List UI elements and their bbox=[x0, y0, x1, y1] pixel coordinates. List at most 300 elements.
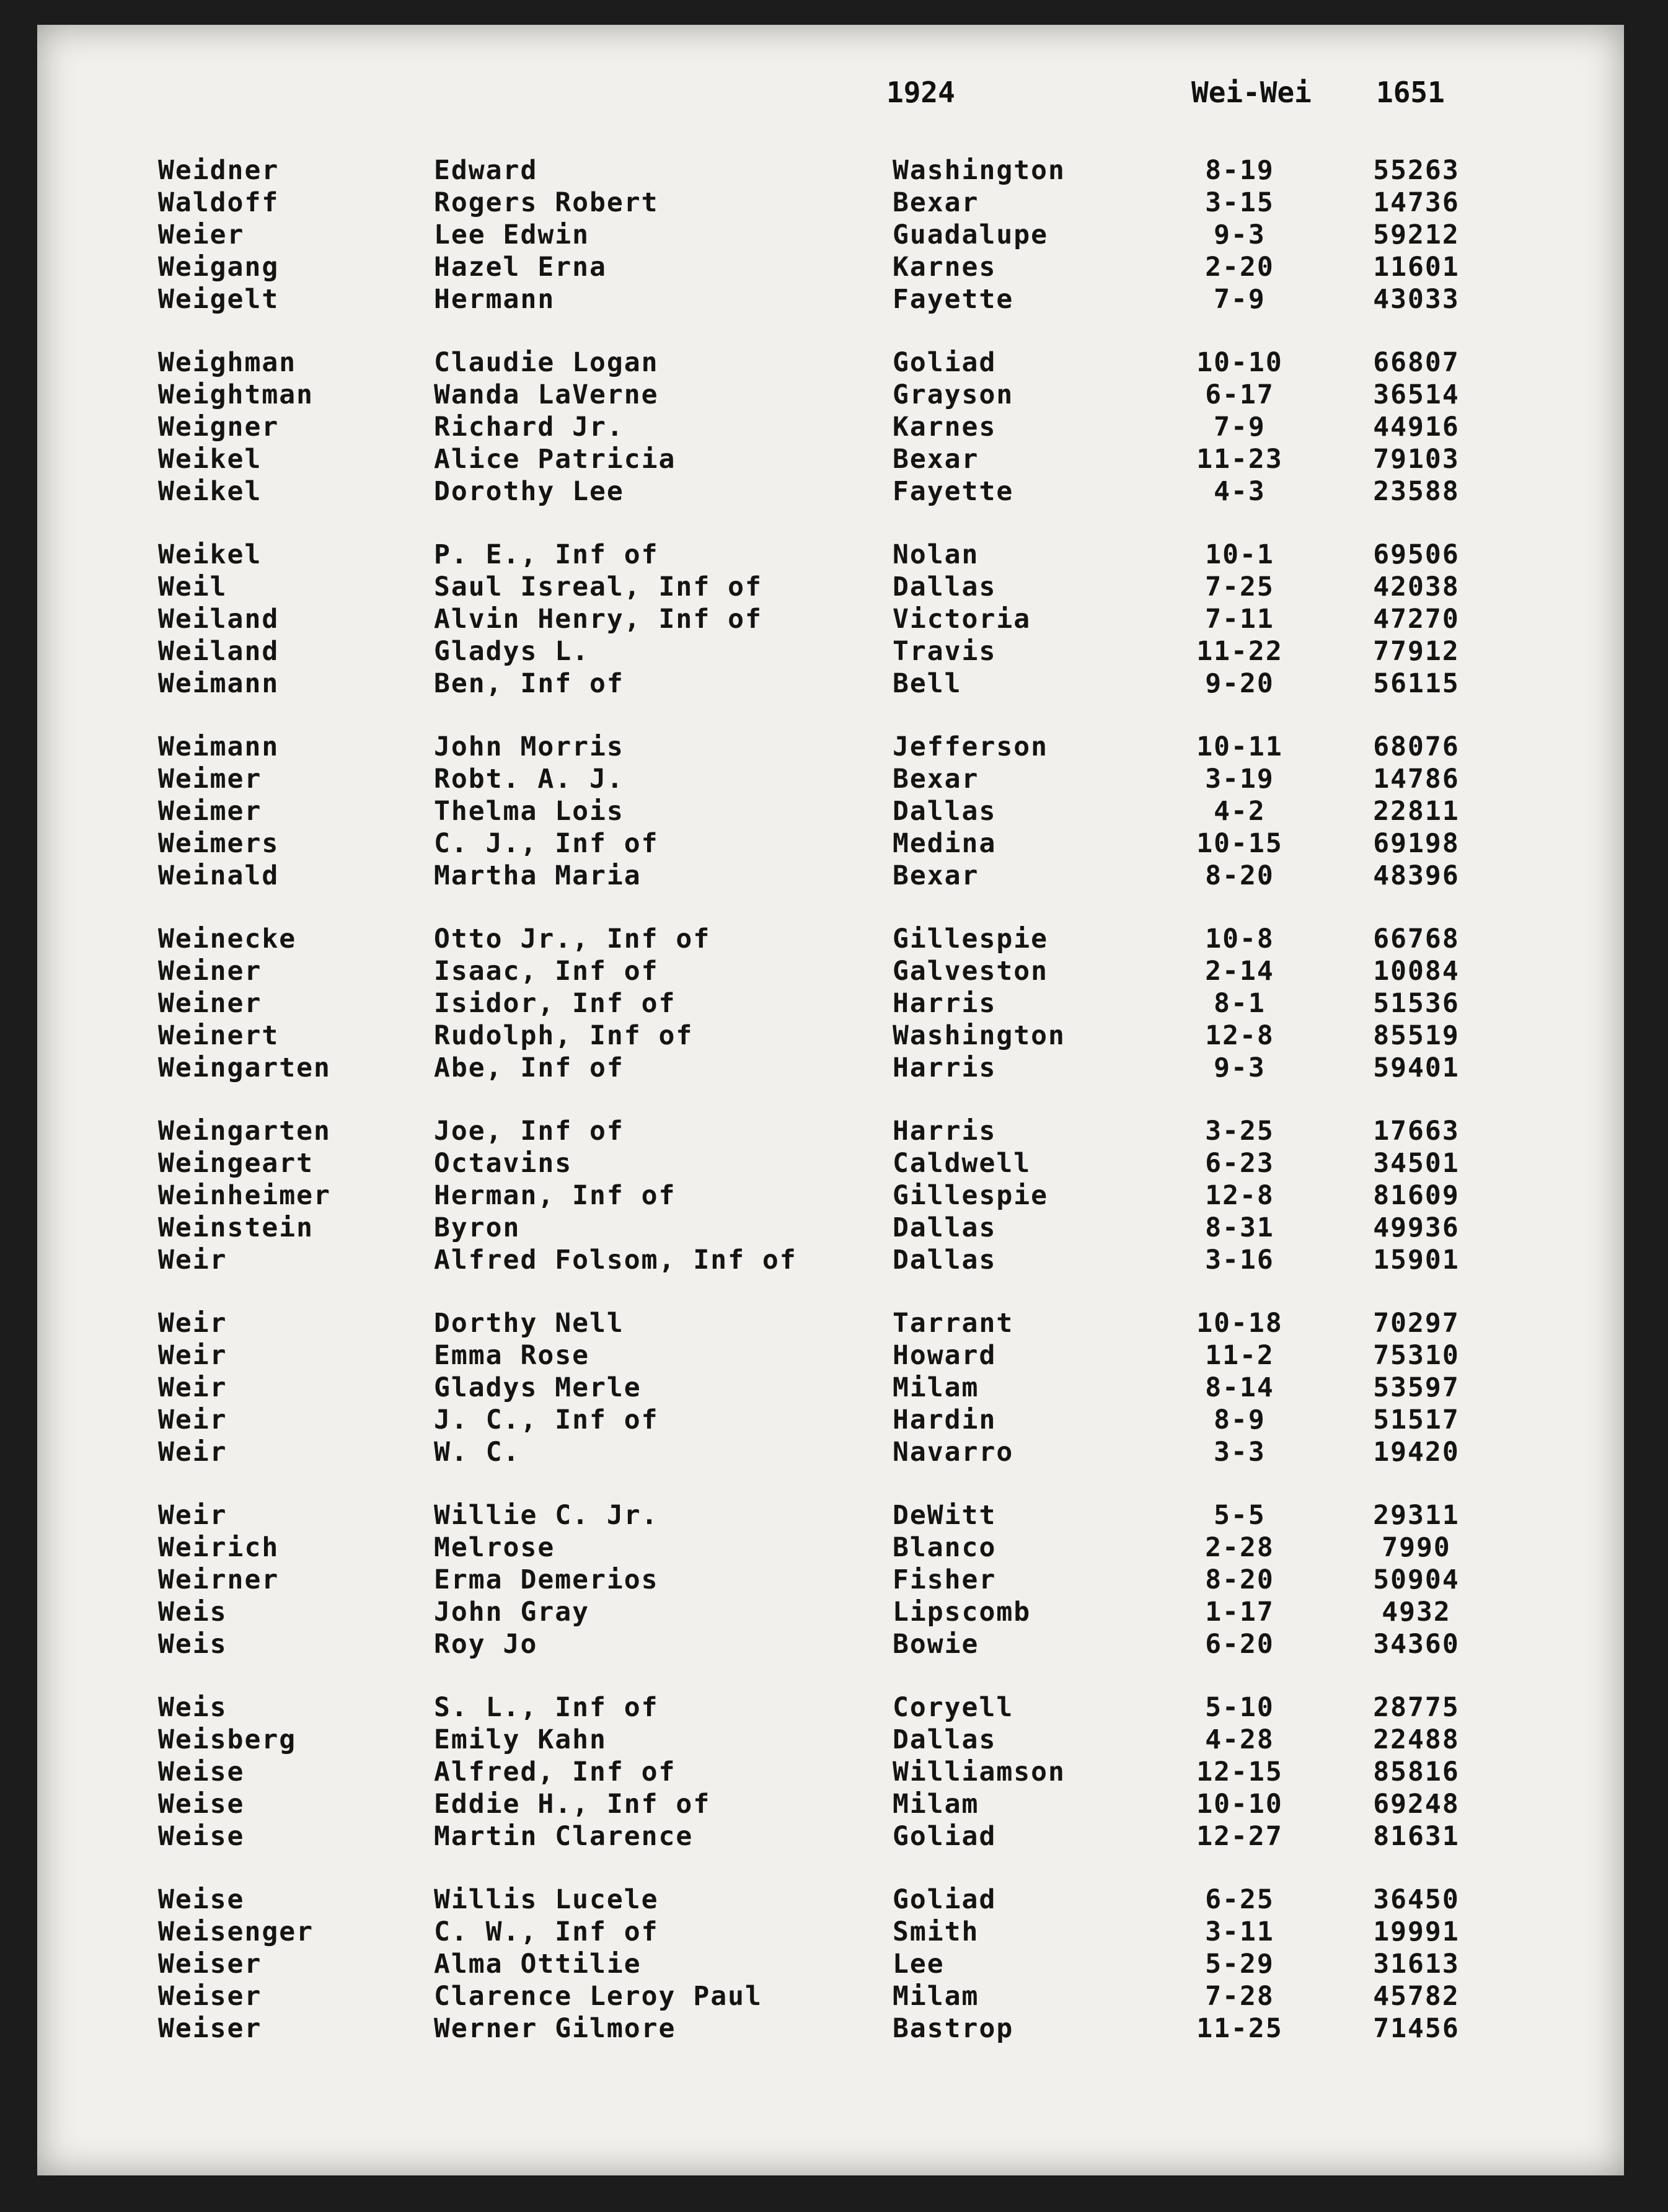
certificate-number: 59401 bbox=[1373, 1052, 1460, 1083]
header-year: 1924 bbox=[886, 76, 955, 109]
given-name: C. J., Inf of bbox=[434, 828, 659, 859]
county: Dallas bbox=[893, 1245, 997, 1276]
certificate-number: 7990 bbox=[1382, 1532, 1451, 1563]
surname: Weisenger bbox=[158, 1916, 314, 1947]
county: Karnes bbox=[893, 412, 997, 443]
certificate-number: 10084 bbox=[1373, 956, 1460, 987]
surname: Weiland bbox=[158, 636, 280, 667]
date: 6-25 bbox=[1205, 1884, 1274, 1915]
page-header bbox=[37, 76, 1624, 113]
date: 6-20 bbox=[1205, 1629, 1274, 1660]
certificate-number: 23588 bbox=[1373, 476, 1460, 507]
surname: Weimer bbox=[158, 796, 262, 827]
certificate-number: 14786 bbox=[1373, 764, 1460, 795]
county: Dallas bbox=[893, 571, 997, 602]
surname: Weiser bbox=[158, 2013, 262, 2044]
given-name: Werner Gilmore bbox=[434, 2013, 676, 2044]
surname: Weis bbox=[158, 1629, 227, 1660]
record-row bbox=[37, 571, 1624, 604]
date: 6-23 bbox=[1205, 1148, 1274, 1179]
county: Fisher bbox=[893, 1564, 997, 1595]
date: 11-23 bbox=[1196, 444, 1283, 475]
date: 10-1 bbox=[1205, 539, 1274, 570]
surname: Weinecke bbox=[158, 923, 297, 954]
record-row bbox=[37, 923, 1624, 956]
surname: Weimann bbox=[158, 668, 280, 699]
given-name: Alvin Henry, Inf of bbox=[434, 604, 762, 635]
surname: Weise bbox=[158, 1821, 245, 1852]
given-name: Wanda LaVerne bbox=[434, 379, 659, 410]
given-name: Willie C. Jr. bbox=[434, 1500, 659, 1531]
record-row bbox=[37, 1308, 1624, 1340]
record-groups bbox=[37, 155, 1624, 2076]
given-name: Martin Clarence bbox=[434, 1821, 694, 1852]
record-row bbox=[37, 731, 1624, 764]
surname: Weier bbox=[158, 219, 245, 250]
certificate-number: 50904 bbox=[1373, 1564, 1460, 1595]
certificate-number: 56115 bbox=[1373, 668, 1460, 699]
certificate-number: 66768 bbox=[1373, 923, 1460, 954]
county: Navarro bbox=[893, 1437, 1014, 1468]
given-name: Alfred Folsom, Inf of bbox=[434, 1245, 797, 1276]
certificate-number: 29311 bbox=[1373, 1500, 1460, 1531]
county: Hardin bbox=[893, 1404, 997, 1435]
county: Bell bbox=[893, 668, 962, 699]
record-row bbox=[37, 1180, 1624, 1212]
county: Goliad bbox=[893, 347, 997, 378]
surname: Weingarten bbox=[158, 1116, 331, 1147]
date: 12-8 bbox=[1205, 1020, 1274, 1051]
surname: Weir bbox=[158, 1308, 227, 1339]
surname: Weil bbox=[158, 571, 227, 602]
record-row bbox=[37, 796, 1624, 828]
certificate-number: 28775 bbox=[1373, 1692, 1460, 1723]
surname: Weighman bbox=[158, 347, 297, 378]
record-group bbox=[37, 1884, 1624, 2045]
given-name: Rudolph, Inf of bbox=[434, 1020, 694, 1051]
county: Coryell bbox=[893, 1692, 1014, 1723]
county: Williamson bbox=[893, 1756, 1066, 1787]
record-row bbox=[37, 828, 1624, 860]
date: 3-25 bbox=[1205, 1116, 1274, 1147]
certificate-number: 45782 bbox=[1373, 1981, 1460, 2012]
date: 10-18 bbox=[1196, 1308, 1283, 1339]
certificate-number: 51536 bbox=[1373, 988, 1460, 1019]
certificate-number: 68076 bbox=[1373, 731, 1460, 762]
record-row bbox=[37, 1884, 1624, 1916]
record-row bbox=[37, 2013, 1624, 2045]
surname: Weise bbox=[158, 1756, 245, 1787]
county: Dallas bbox=[893, 796, 997, 827]
surname: Weir bbox=[158, 1340, 227, 1371]
county: Tarrant bbox=[893, 1308, 1014, 1339]
certificate-number: 85519 bbox=[1373, 1020, 1460, 1051]
surname: Weir bbox=[158, 1404, 227, 1435]
given-name: Claudie Logan bbox=[434, 347, 659, 378]
county: Jefferson bbox=[893, 731, 1048, 762]
certificate-number: 75310 bbox=[1373, 1340, 1460, 1371]
surname: Weikel bbox=[158, 444, 262, 475]
surname: Weimer bbox=[158, 764, 262, 795]
date: 3-15 bbox=[1205, 187, 1274, 218]
certificate-number: 36514 bbox=[1373, 379, 1460, 410]
surname: Weingeart bbox=[158, 1148, 314, 1179]
county: Washington bbox=[893, 1020, 1066, 1051]
given-name: Rogers Robert bbox=[434, 187, 659, 218]
record-group bbox=[37, 1500, 1624, 1661]
date: 7-9 bbox=[1214, 284, 1266, 315]
county: Bexar bbox=[893, 187, 979, 218]
date: 10-8 bbox=[1205, 923, 1274, 954]
given-name: Abe, Inf of bbox=[434, 1052, 624, 1083]
county: Milam bbox=[893, 1981, 979, 2012]
record-row bbox=[37, 1148, 1624, 1180]
surname: Weiner bbox=[158, 988, 262, 1019]
date: 9-3 bbox=[1214, 1052, 1266, 1083]
given-name: Richard Jr. bbox=[434, 412, 624, 443]
record-row bbox=[37, 1372, 1624, 1404]
record-row bbox=[37, 1981, 1624, 2013]
county: Victoria bbox=[893, 604, 1031, 635]
given-name: Erma Demerios bbox=[434, 1564, 659, 1595]
county: Bowie bbox=[893, 1629, 979, 1660]
county: Fayette bbox=[893, 476, 1014, 507]
certificate-number: 15901 bbox=[1373, 1245, 1460, 1276]
surname: Weir bbox=[158, 1437, 227, 1468]
record-row bbox=[37, 1949, 1624, 1981]
certificate-number: 4932 bbox=[1382, 1597, 1451, 1628]
surname: Weinheimer bbox=[158, 1180, 331, 1211]
surname: Weis bbox=[158, 1692, 227, 1723]
county: DeWitt bbox=[893, 1500, 997, 1531]
record-row bbox=[37, 1564, 1624, 1597]
given-name: Hazel Erna bbox=[434, 252, 607, 283]
surname: Weis bbox=[158, 1597, 227, 1628]
county: Galveston bbox=[893, 956, 1048, 987]
county: Harris bbox=[893, 1116, 997, 1147]
record-row bbox=[37, 668, 1624, 700]
county: Nolan bbox=[893, 539, 979, 570]
date: 12-15 bbox=[1196, 1756, 1283, 1787]
county: Milam bbox=[893, 1789, 979, 1820]
given-name: Octavins bbox=[434, 1148, 573, 1179]
date: 5-5 bbox=[1214, 1500, 1266, 1531]
given-name: Clarence Leroy Paul bbox=[434, 1981, 762, 2012]
given-name: Saul Isreal, Inf of bbox=[434, 571, 762, 602]
date: 10-11 bbox=[1196, 731, 1283, 762]
date: 9-20 bbox=[1205, 668, 1274, 699]
surname: Weigang bbox=[158, 252, 280, 283]
given-name: Hermann bbox=[434, 284, 555, 315]
given-name: Thelma Lois bbox=[434, 796, 624, 827]
surname: Weightman bbox=[158, 379, 314, 410]
record-row bbox=[37, 1404, 1624, 1437]
surname: Weir bbox=[158, 1372, 227, 1403]
county: Fayette bbox=[893, 284, 1014, 315]
header-name-range: Wei-Wei bbox=[1191, 76, 1312, 109]
county: Karnes bbox=[893, 252, 997, 283]
given-name: John Morris bbox=[434, 731, 624, 762]
record-row bbox=[37, 155, 1624, 187]
certificate-number: 51517 bbox=[1373, 1404, 1460, 1435]
county: Blanco bbox=[893, 1532, 997, 1563]
county: Smith bbox=[893, 1916, 979, 1947]
date: 10-10 bbox=[1196, 347, 1283, 378]
record-row bbox=[37, 1212, 1624, 1245]
surname: Weinert bbox=[158, 1020, 280, 1051]
surname: Weise bbox=[158, 1884, 245, 1915]
surname: Weinald bbox=[158, 860, 280, 891]
given-name: Emily Kahn bbox=[434, 1724, 607, 1755]
date: 4-28 bbox=[1205, 1724, 1274, 1755]
given-name: Edward bbox=[434, 155, 538, 186]
certificate-number: 69248 bbox=[1373, 1789, 1460, 1820]
county: Harris bbox=[893, 1052, 997, 1083]
given-name: W. C. bbox=[434, 1437, 521, 1468]
date: 2-20 bbox=[1205, 252, 1274, 283]
surname: Weise bbox=[158, 1789, 245, 1820]
surname: Weigner bbox=[158, 412, 280, 443]
certificate-number: 55263 bbox=[1373, 155, 1460, 186]
date: 10-10 bbox=[1196, 1789, 1283, 1820]
record-row bbox=[37, 1500, 1624, 1532]
given-name: P. E., Inf of bbox=[434, 539, 659, 570]
given-name: Willis Lucele bbox=[434, 1884, 659, 1915]
county: Dallas bbox=[893, 1724, 997, 1755]
surname: Weimers bbox=[158, 828, 280, 859]
record-row bbox=[37, 1020, 1624, 1052]
certificate-number: 19991 bbox=[1373, 1916, 1460, 1947]
record-group bbox=[37, 731, 1624, 892]
certificate-number: 70297 bbox=[1373, 1308, 1460, 1339]
certificate-number: 17663 bbox=[1373, 1116, 1460, 1147]
certificate-number: 22488 bbox=[1373, 1724, 1460, 1755]
county: Bastrop bbox=[893, 2013, 1014, 2044]
surname: Weirich bbox=[158, 1532, 280, 1563]
certificate-number: 53597 bbox=[1373, 1372, 1460, 1403]
county: Lee bbox=[893, 1949, 945, 1980]
certificate-number: 85816 bbox=[1373, 1756, 1460, 1787]
given-name: Roy Jo bbox=[434, 1629, 538, 1660]
record-row bbox=[37, 1340, 1624, 1372]
date: 4-2 bbox=[1214, 796, 1266, 827]
record-row bbox=[37, 1597, 1624, 1629]
record-group bbox=[37, 923, 1624, 1085]
date: 2-28 bbox=[1205, 1532, 1274, 1563]
record-row bbox=[37, 412, 1624, 444]
record-row bbox=[37, 252, 1624, 284]
given-name: Gladys L. bbox=[434, 636, 589, 667]
certificate-number: 77912 bbox=[1373, 636, 1460, 667]
record-group bbox=[37, 347, 1624, 508]
record-row bbox=[37, 636, 1624, 668]
record-row bbox=[37, 1692, 1624, 1724]
surname: Weikel bbox=[158, 476, 262, 507]
given-name: Robt. A. J. bbox=[434, 764, 624, 795]
record-row bbox=[37, 539, 1624, 571]
surname: Weiland bbox=[158, 604, 280, 635]
given-name: Lee Edwin bbox=[434, 219, 589, 250]
certificate-number: 44916 bbox=[1373, 412, 1460, 443]
certificate-number: 69198 bbox=[1373, 828, 1460, 859]
certificate-number: 47270 bbox=[1373, 604, 1460, 635]
record-row bbox=[37, 860, 1624, 892]
certificate-number: 48396 bbox=[1373, 860, 1460, 891]
record-row bbox=[37, 1116, 1624, 1148]
certificate-number: 69506 bbox=[1373, 539, 1460, 570]
certificate-number: 19420 bbox=[1373, 1437, 1460, 1468]
given-name: S. L., Inf of bbox=[434, 1692, 659, 1723]
date: 6-17 bbox=[1205, 379, 1274, 410]
certificate-number: 49936 bbox=[1373, 1212, 1460, 1243]
county: Caldwell bbox=[893, 1148, 1031, 1179]
date: 3-19 bbox=[1205, 764, 1274, 795]
date: 11-2 bbox=[1205, 1340, 1274, 1371]
certificate-number: 22811 bbox=[1373, 796, 1460, 827]
date: 8-14 bbox=[1205, 1372, 1274, 1403]
date: 12-27 bbox=[1196, 1821, 1283, 1852]
record-row bbox=[37, 347, 1624, 379]
surname: Weinstein bbox=[158, 1212, 314, 1243]
surname: Weiser bbox=[158, 1981, 262, 2012]
county: Washington bbox=[893, 155, 1066, 186]
given-name: Eddie H., Inf of bbox=[434, 1789, 711, 1820]
county: Grayson bbox=[893, 379, 1014, 410]
county: Guadalupe bbox=[893, 219, 1048, 250]
record-group bbox=[37, 1692, 1624, 1853]
county: Gillespie bbox=[893, 1180, 1048, 1211]
record-row bbox=[37, 444, 1624, 476]
surname: Weir bbox=[158, 1245, 227, 1276]
date: 1-17 bbox=[1205, 1597, 1274, 1628]
county: Howard bbox=[893, 1340, 997, 1371]
date: 7-25 bbox=[1205, 571, 1274, 602]
surname: Weirner bbox=[158, 1564, 280, 1595]
given-name: Dorthy Nell bbox=[434, 1308, 624, 1339]
surname: Weidner bbox=[158, 155, 280, 186]
given-name: Otto Jr., Inf of bbox=[434, 923, 711, 954]
date: 2-14 bbox=[1205, 956, 1274, 987]
certificate-number: 71456 bbox=[1373, 2013, 1460, 2044]
record-row bbox=[37, 1437, 1624, 1469]
index-page bbox=[37, 25, 1624, 2175]
county: Goliad bbox=[893, 1821, 997, 1852]
certificate-number: 81609 bbox=[1373, 1180, 1460, 1211]
record-row bbox=[37, 187, 1624, 219]
record-row bbox=[37, 379, 1624, 412]
surname: Weir bbox=[158, 1500, 227, 1531]
date: 3-16 bbox=[1205, 1245, 1274, 1276]
surname: Weikel bbox=[158, 539, 262, 570]
record-row bbox=[37, 1821, 1624, 1853]
county: Bexar bbox=[893, 860, 979, 891]
certificate-number: 31613 bbox=[1373, 1949, 1460, 1980]
record-row bbox=[37, 988, 1624, 1020]
certificate-number: 43033 bbox=[1373, 284, 1460, 315]
county: Lipscomb bbox=[893, 1597, 1031, 1628]
date: 4-3 bbox=[1214, 476, 1266, 507]
date: 3-3 bbox=[1214, 1437, 1266, 1468]
record-row bbox=[37, 1789, 1624, 1821]
surname: Weimann bbox=[158, 731, 280, 762]
certificate-number: 79103 bbox=[1373, 444, 1460, 475]
certificate-number: 66807 bbox=[1373, 347, 1460, 378]
certificate-number: 36450 bbox=[1373, 1884, 1460, 1915]
record-group bbox=[37, 155, 1624, 316]
record-row bbox=[37, 1532, 1624, 1564]
certificate-number: 81631 bbox=[1373, 1821, 1460, 1852]
given-name: C. W., Inf of bbox=[434, 1916, 659, 1947]
given-name: Byron bbox=[434, 1212, 521, 1243]
certificate-number: 14736 bbox=[1373, 187, 1460, 218]
date: 3-11 bbox=[1205, 1916, 1274, 1947]
record-row bbox=[37, 956, 1624, 988]
record-row bbox=[37, 1756, 1624, 1789]
certificate-number: 59212 bbox=[1373, 219, 1460, 250]
date: 7-11 bbox=[1205, 604, 1274, 635]
record-row bbox=[37, 1629, 1624, 1661]
date: 8-20 bbox=[1205, 860, 1274, 891]
date: 10-15 bbox=[1196, 828, 1283, 859]
header-page-number: 1651 bbox=[1376, 76, 1445, 109]
given-name: Isaac, Inf of bbox=[434, 956, 659, 987]
given-name: Dorothy Lee bbox=[434, 476, 624, 507]
county: Travis bbox=[893, 636, 997, 667]
given-name: Alfred, Inf of bbox=[434, 1756, 676, 1787]
record-row bbox=[37, 476, 1624, 508]
date: 8-31 bbox=[1205, 1212, 1274, 1243]
county: Harris bbox=[893, 988, 997, 1019]
given-name: Melrose bbox=[434, 1532, 555, 1563]
record-row bbox=[37, 1916, 1624, 1949]
surname: Weiser bbox=[158, 1949, 262, 1980]
record-group bbox=[37, 539, 1624, 700]
county: Bexar bbox=[893, 764, 979, 795]
date: 7-28 bbox=[1205, 1981, 1274, 2012]
date: 8-9 bbox=[1214, 1404, 1266, 1435]
given-name: Isidor, Inf of bbox=[434, 988, 676, 1019]
county: Medina bbox=[893, 828, 997, 859]
record-row bbox=[37, 1724, 1624, 1756]
given-name: Martha Maria bbox=[434, 860, 642, 891]
given-name: Emma Rose bbox=[434, 1340, 589, 1371]
given-name: Alice Patricia bbox=[434, 444, 676, 475]
date: 5-29 bbox=[1205, 1949, 1274, 1980]
certificate-number: 34360 bbox=[1373, 1629, 1460, 1660]
date: 7-9 bbox=[1214, 412, 1266, 443]
surname: Waldoff bbox=[158, 187, 280, 218]
record-row bbox=[37, 1245, 1624, 1277]
record-row bbox=[37, 764, 1624, 796]
county: Milam bbox=[893, 1372, 979, 1403]
record-group bbox=[37, 1308, 1624, 1469]
certificate-number: 42038 bbox=[1373, 571, 1460, 602]
date: 11-22 bbox=[1196, 636, 1283, 667]
county: Bexar bbox=[893, 444, 979, 475]
given-name: Ben, Inf of bbox=[434, 668, 624, 699]
date: 9-3 bbox=[1214, 219, 1266, 250]
given-name: J. C., Inf of bbox=[434, 1404, 659, 1435]
given-name: Herman, Inf of bbox=[434, 1180, 676, 1211]
certificate-number: 11601 bbox=[1373, 252, 1460, 283]
record-group bbox=[37, 1116, 1624, 1277]
given-name: Alma Ottilie bbox=[434, 1949, 642, 1980]
date: 8-20 bbox=[1205, 1564, 1274, 1595]
date: 8-1 bbox=[1214, 988, 1266, 1019]
county: Gillespie bbox=[893, 923, 1048, 954]
date: 11-25 bbox=[1196, 2013, 1283, 2044]
given-name: Gladys Merle bbox=[434, 1372, 642, 1403]
